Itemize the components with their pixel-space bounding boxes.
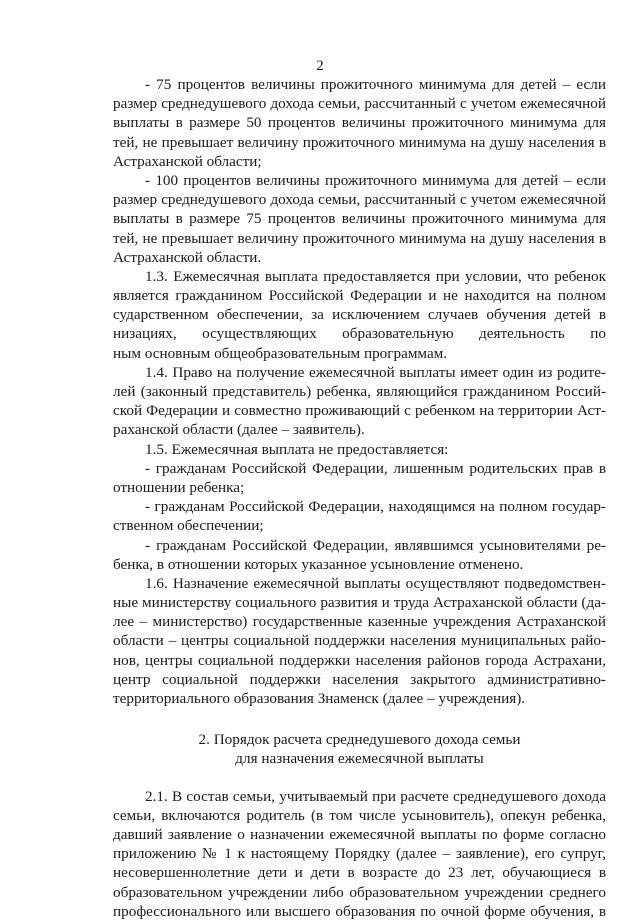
text-line: - гражданам Российской Федерации, являвшимся усыновителями ре- xyxy=(145,536,606,554)
text-line: отношении ребенка; xyxy=(113,478,245,496)
text-line: - гражданам Российской Федерации, находящимся на полном государ- xyxy=(145,498,606,516)
text-line: профессионального или высшего образования по очной форме обучения, в xyxy=(113,902,606,920)
text-line: раханской области (далее – заявитель). xyxy=(113,421,365,439)
text-line: приложению № 1 к настоящему Порядку (далее – заявление), его супруг, xyxy=(113,845,606,863)
text-line: образовательном учреждении либо образовательном учреждении среднего xyxy=(113,883,606,901)
text-line: - 75 процентов величины прожиточного минимума для детей – если xyxy=(145,76,606,93)
text-line: бенка, в отношении которых указанное усыновление отменено. xyxy=(113,555,524,573)
text-line: ные министерству социального развития и труда Астраханской области (да- xyxy=(113,594,606,612)
text-line: центр социальной поддержки населения закрытого административно- xyxy=(113,670,606,688)
text-line: несовершеннолетние дети и дети в возрасте до 23 лет, обучающиеся в xyxy=(113,864,606,882)
text-line: тей, не превышает величину прожиточного минимума на душу населения в xyxy=(113,229,606,247)
spacer xyxy=(113,769,606,787)
text-line: 1.5. Ежемесячная выплата не предоставляется: xyxy=(145,440,449,458)
text-line: лее – министерство) государственные казенные учреждения Астраханской xyxy=(113,613,606,631)
text-line: - 100 процентов величины прожиточного минимума для детей – если xyxy=(145,171,606,189)
text-line: Астраханской области. xyxy=(113,248,262,266)
text-line: - гражданам Российской Федерации, лишенным родительских прав в xyxy=(145,459,606,477)
text-line: 1.6. Назначение ежемесячной выплаты осуществляют подведомствен- xyxy=(145,574,606,592)
document-body xyxy=(113,75,606,921)
text-line: Астраханской области; xyxy=(113,152,262,170)
text-line: ской Федерации и совместно проживающий с ребенком на территории Аст- xyxy=(113,402,606,420)
section-heading-line1: 2. Порядок расчета среднедушевого дохода семьи xyxy=(198,731,521,749)
text-line: 1.3. Ежемесячная выплата предоставляется при условии, что ребенок xyxy=(145,267,606,285)
text-line: размер среднедушевого дохода семьи, рассчитанный с учетом ежемесячной xyxy=(113,95,606,113)
text-line: нов, центры социальной поддержки населения районов города Астрахани, xyxy=(113,651,606,669)
text-line: тей, не превышает величину прожиточного минимума на душу населения в xyxy=(113,133,606,151)
spacer xyxy=(113,708,606,730)
text-line: низациях, осуществляющих образовательную деятельность по xyxy=(113,325,606,343)
text-line: семьи, включаются родитель (в том числе усыновитель), опекун ребенка, xyxy=(113,806,606,824)
text-line: области – центры социальной поддержки населения муниципальных райо- xyxy=(113,632,606,650)
text-line: выплаты в размере 75 процентов величины прожиточного минимума для xyxy=(113,210,606,228)
text-line: является гражданином Российской Федерации и не находится на полном xyxy=(113,287,606,305)
section-heading-line2: для назначения ежемесячной выплаты xyxy=(235,750,484,768)
text-line: территориального образования Знаменск (далее – учреждения). xyxy=(113,690,526,707)
text-line: ным основным общеобразовательным программам. xyxy=(113,344,448,362)
text-line: 2.1. В состав семьи, учитываемый при расчете среднедушевого дохода xyxy=(145,787,606,805)
text-line: давший заявление о назначении ежемесячной выплаты по форме согласно xyxy=(113,825,606,843)
text-line: ственном обеспечении; xyxy=(113,517,264,535)
text-line: лей (законный представитель) ребенка, являющийся гражданином Россий- xyxy=(113,383,606,400)
text-line: выплаты в размере 50 процентов величины прожиточного минимума для xyxy=(113,114,606,132)
text-line: 1.4. Право на получение ежемесячной выплаты имеет один из родите- xyxy=(145,363,606,381)
text-line: размер среднедушевого дохода семьи, рассчитанный с учетом ежемесячной xyxy=(113,191,606,209)
text-line: сударственном обеспечении, за исключением случаев обучения детей в xyxy=(113,306,606,324)
page-number: 2 xyxy=(316,58,324,74)
